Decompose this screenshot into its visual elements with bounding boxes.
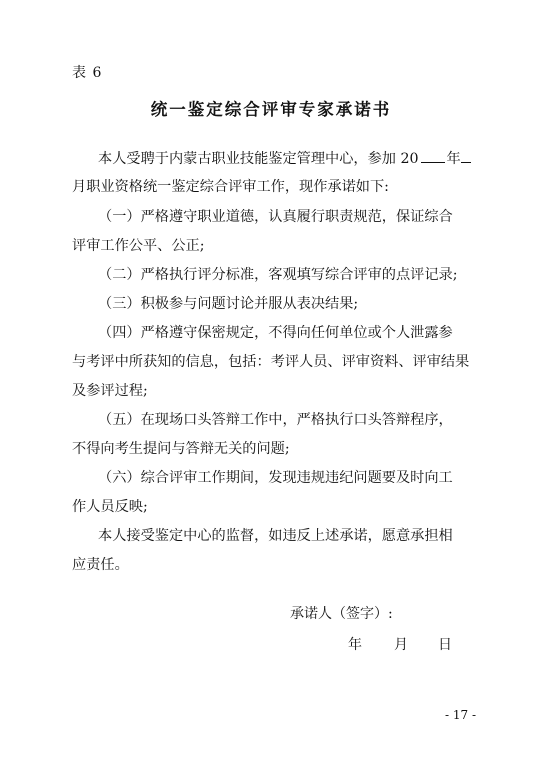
signature-day: 日 (438, 637, 452, 653)
signature-year: 年 (348, 637, 362, 653)
intro-text-part1: 本人受聘于内蒙古职业技能鉴定管理中心，参加 20 (98, 151, 419, 167)
closing-line-2: 应责任。 (72, 557, 129, 573)
intro-line-2: 月职业资格统一鉴定综合评审工作，现作承诺如下: (72, 179, 389, 195)
item6-line-1: （六）综合评审工作期间，发现违规违纪问题要及时向工 (98, 470, 453, 486)
document-title: 统一鉴定综合评审专家承诺书 (150, 100, 392, 119)
item5-line-1: （五）在现场口头答辩工作中，严格执行口头答辩程序， (98, 412, 453, 428)
item1-line-2: 评审工作公平、公正; (72, 238, 205, 254)
item5-line-2: 不得向考生提问与答辩无关的问题; (72, 441, 290, 457)
signature-label: 承诺人（签字）: (290, 606, 393, 622)
month-blank (461, 148, 471, 163)
item4-line-2: 与考评中所获知的信息，包括：考评人员、评审资料、评审结果 (72, 354, 470, 370)
item4-line-1: （四）严格遵守保密规定，不得向任何单位或个人泄露参 (98, 325, 453, 341)
item2-line: （二）严格执行评分标准，客观填写综合评审的点评记录; (98, 267, 458, 283)
item4-line-3: 及参评过程; (72, 383, 148, 399)
page-number: - 17 - (444, 708, 476, 722)
item6-line-2: 作人员反映; (72, 499, 148, 515)
closing-line-1: 本人接受鉴定中心的监督，如违反上述承诺，愿意承担相 (98, 528, 453, 544)
signature-month: 月 (394, 637, 408, 653)
year-blank (421, 148, 445, 163)
intro-line-1 (98, 148, 471, 169)
item1-line-1: （一）严格遵守职业道德，认真履行职责规范，保证综合 (98, 209, 453, 225)
intro-text-part2: 年 (446, 151, 461, 167)
item3-line: （三）积极参与问题讨论并服从表决结果; (98, 296, 359, 312)
table-label: 表 6 (72, 65, 103, 81)
